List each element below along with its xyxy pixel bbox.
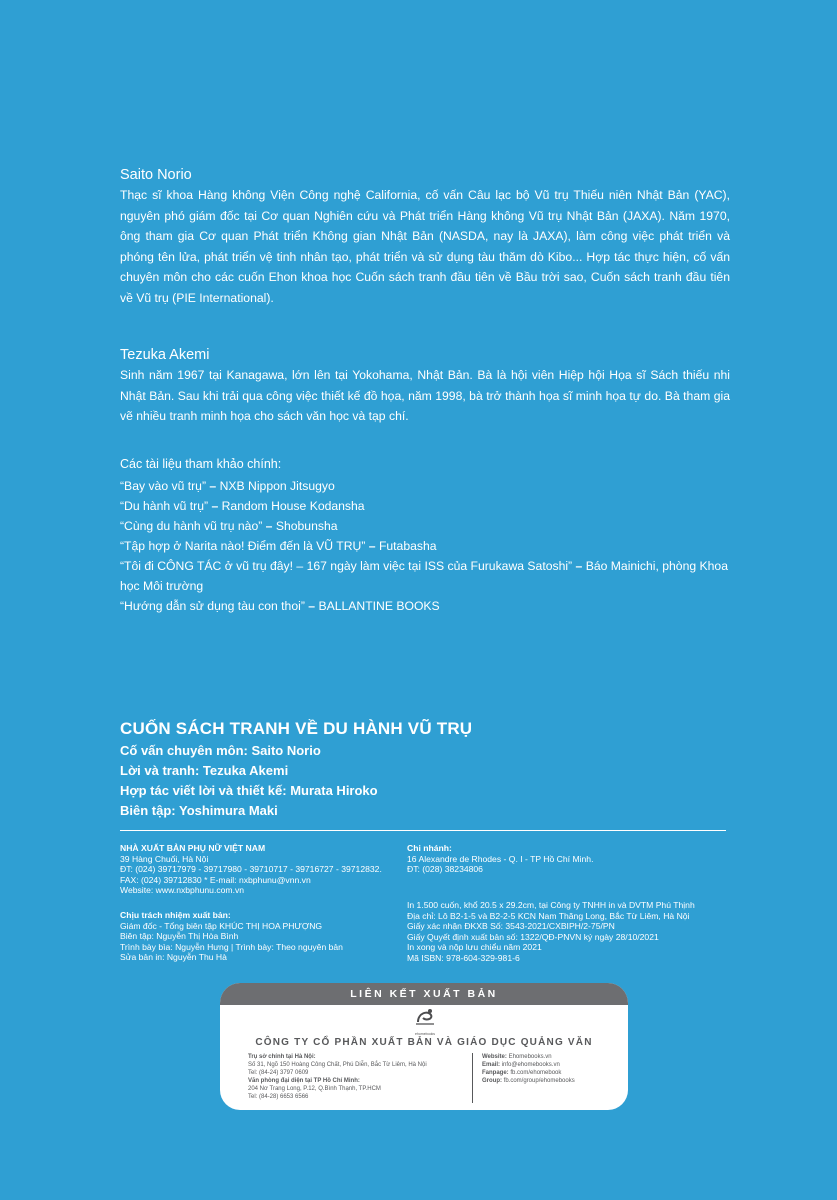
hq-title: Trụ sở chính tại Hà Nội: — [248, 1054, 316, 1060]
printing-line: Giấy xác nhận ĐKXB Số: 3543-2021/CXBIPH/2-75/PN — [407, 921, 615, 932]
reference-item: “Du hành vũ trụ” – Random House Kodansha — [120, 499, 365, 513]
reference-item: “Tập hợp ở Narita nào! Điểm đến là VŨ TRỤ” – Futabasha — [120, 539, 437, 553]
reference-item: “Hướng dẫn sử dụng tàu con thoi” – BALLANTINE BOOKS — [120, 599, 440, 613]
responsibility-line: Trình bày bìa: Nguyễn Hưng | Trình bày: Theo nguyên bản — [120, 941, 343, 952]
partner-group: Group: fb.com/group/ehomebooks — [482, 1078, 575, 1084]
publisher-address: 39 Hàng Chuối, Hà Nội — [120, 853, 209, 864]
printing-line: In xong và nộp lưu chiểu năm 2021 — [407, 942, 542, 953]
responsibility-line: Giám đốc - Tổng biên tập KHÚC THỊ HOA PHƯỢNG — [120, 920, 323, 931]
publisher-fax: FAX: (024) 39712830 * E-mail: nxbphunu@vnn.vn — [120, 874, 311, 885]
credit-line: Lời và tranh: Tezuka Akemi — [120, 763, 289, 778]
office-address: 204 Nơ Trang Long, P.12, Q.Bình Thạnh, TP.HCM — [248, 1086, 381, 1092]
publisher-phone: ĐT: (024) 39717979 - 39717980 - 39710717 - 39716727 - 39712832. — [120, 864, 382, 875]
partner-addresses — [248, 1053, 473, 1101]
credit-line: Hợp tác viết lời và thiết kế: Murata Hiroko — [120, 783, 378, 798]
partner-header: LIÊN KẾT XUẤT BẢN — [220, 983, 628, 1005]
publisher-website: Website: www.nxbphunu.com.vn — [120, 885, 245, 896]
responsibility-title: Chịu trách nhiệm xuất bản: — [120, 910, 231, 920]
partner-company: CÔNG TY CỔ PHẦN XUẤT BẢN VÀ GIÁO DỤC QUẢNG VĂN — [255, 1037, 593, 1048]
credit-line: Cố vấn chuyên môn: Saito Norio — [120, 743, 321, 758]
hq-address: Số 31, Ngõ 150 Hoàng Công Chất, Phú Diễn, Bắc Từ Liêm, Hà Nội — [248, 1062, 427, 1068]
partner-email: Email: info@ehomebooks.vn — [482, 1062, 560, 1068]
references — [120, 454, 730, 616]
bio-text: Thạc sĩ khoa Hàng không Viện Công nghệ California, cố vấn Câu lạc bộ Vũ trụ Thiếu niên Nhật Bản (YAC), nguyên phó giám đốc tại Cơ quan Nghiên cứu và Phát triển Hàng không Vũ trụ Nhật Bản (JAXA). Năm 1970, ông tham gia Cơ quan Phát triển Không gian Nhật Bản (NASDA, nay là JAXA), làm công việc phát triển và phóng tên lửa, phát triển vệ tinh nhân tạo, phát triển và sử dụng tàu thăm dò Kibo... Hợp tác thực hiện, cố vấn chuyên môn cho các cuốn Ehon khoa học Cuốn sách tranh đầu tiên về Bầu trời sao, Cuốn sách tranh đầu tiên về Vũ trụ (PIE International). — [120, 188, 730, 305]
hq-phone: Tel: (84-24) 3797 0609 — [248, 1070, 309, 1076]
branch-info — [407, 843, 737, 875]
book-swirl-icon — [414, 1007, 436, 1027]
printing-line: Mã ISBN: 978-604-329-981-6 — [407, 952, 520, 963]
printing-info — [407, 900, 737, 964]
book-credits — [120, 717, 730, 821]
references-title: Các tài liệu tham khảo chính: — [120, 457, 282, 471]
ehomebooks-logo — [412, 1007, 438, 1036]
office-title: Văn phòng đại diện tại TP Hồ Chí Minh: — [248, 1078, 360, 1084]
bio-tezuka-akemi — [120, 345, 730, 427]
bio-name: Saito Norio — [120, 167, 192, 183]
partner-contacts — [482, 1053, 622, 1085]
office-phone: Tel: (84-28) 6653 6566 — [248, 1094, 309, 1100]
partner-box — [220, 983, 628, 1110]
branch-title: Chi nhánh: — [407, 843, 452, 853]
branch-address: 16 Alexandre de Rhodes - Q. I - TP Hồ Chí Minh. — [407, 853, 594, 864]
responsibility-line: Biên tập: Nguyễn Thị Hòa Bình — [120, 931, 239, 942]
vertical-separator — [472, 1053, 473, 1103]
printing-line: Giấy Quyết định xuất bản số: 1322/QĐ-PNVN ký ngày 28/10/2021 — [407, 931, 659, 942]
bio-saito-norio — [120, 165, 730, 308]
logo-text: ehomebooks — [414, 1032, 436, 1036]
branch-phone: ĐT: (028) 38234806 — [407, 864, 483, 875]
publisher-name: NHÀ XUẤT BẢN PHỤ NỮ VIỆT NAM — [120, 843, 266, 853]
credit-line: Biên tập: Yoshimura Maki — [120, 803, 278, 818]
book-title: CUỐN SÁCH TRANH VỀ DU HÀNH VŨ TRỤ — [120, 719, 473, 738]
responsibility-info — [120, 910, 410, 963]
publisher-info — [120, 843, 410, 896]
reference-item: “Cùng du hành vũ trụ nào” – Shobunsha — [120, 519, 338, 533]
reference-item: “Bay vào vũ trụ” – NXB Nippon Jitsugyo — [120, 479, 335, 493]
printing-line: In 1.500 cuốn, khổ 20.5 x 29.2cm, tại Công ty TNHH in và DVTM Phú Thịnh — [407, 900, 695, 910]
responsibility-line: Sửa bản in: Nguyễn Thu Hà — [120, 952, 227, 963]
partner-fanpage: Fanpage: fb.com/ehomebook — [482, 1070, 562, 1076]
partner-website: Website: Ehomebooks.vn — [482, 1054, 552, 1060]
divider — [120, 830, 726, 831]
bio-text: Sinh năm 1967 tại Kanagawa, lớn lên tại Yokohama, Nhật Bản. Bà là hội viên Hiệp hội Họa sĩ Sách thiếu nhi Nhật Bản. Sau khi trải qua công việc thiết kế đồ họa, năm 1998, bà trở thành họa sĩ minh họa tự do. Bà tham gia vẽ nhiều tranh minh họa cho sách văn học và tạp chí. — [120, 368, 730, 423]
bio-name: Tezuka Akemi — [120, 347, 210, 363]
reference-item: “Tôi đi CÔNG TÁC ở vũ trụ đây! – 167 ngày làm việc tại ISS của Furukawa Satoshi” – Báo Mainichi, phòng Khoa học Môi trường — [120, 559, 728, 593]
printing-line: Địa chỉ: Lô B2-1-5 và B2-2-5 KCN Nam Thăng Long, Bắc Từ Liêm, Hà Nội — [407, 910, 690, 921]
